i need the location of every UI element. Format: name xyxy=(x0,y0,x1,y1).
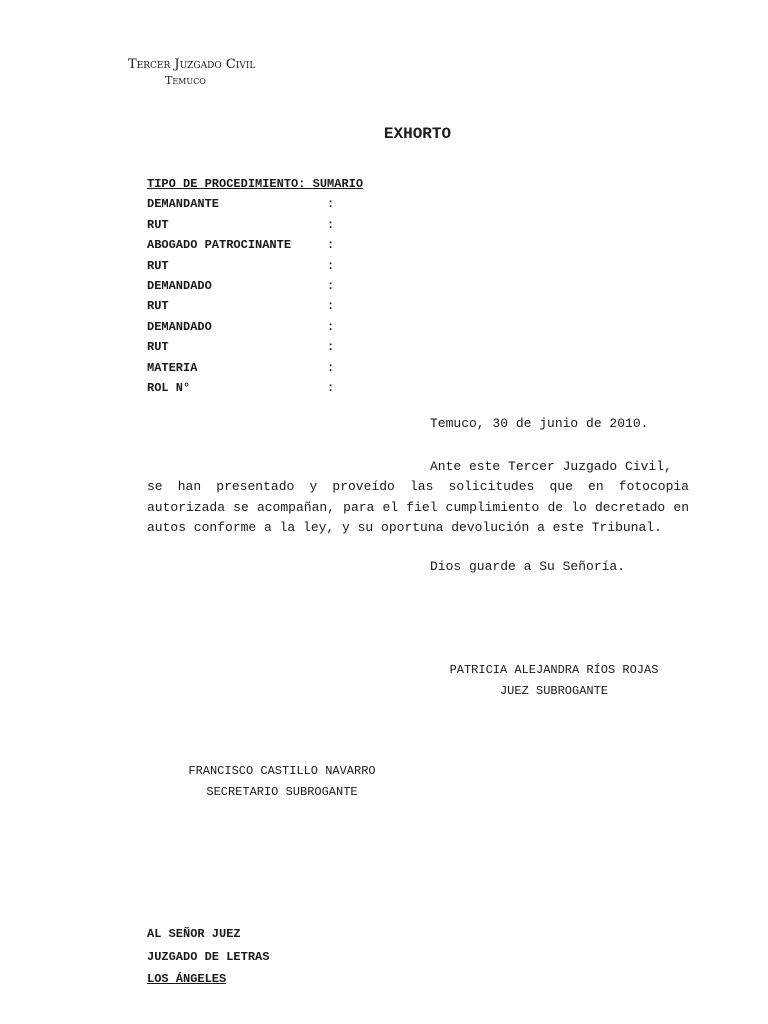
field-label: ROL N° xyxy=(147,380,191,395)
field-row-plaintiff-rut xyxy=(147,215,363,235)
field-colon: : xyxy=(327,299,335,314)
procedure-type-row xyxy=(147,174,363,194)
judge-name: PATRICIA ALEJANDRA RÍOS ROJAS xyxy=(449,663,659,677)
field-colon: : xyxy=(327,278,335,293)
field-row-case-number xyxy=(147,378,363,398)
field-label: DEMANDADO xyxy=(147,278,212,293)
case-fields xyxy=(147,174,363,398)
judge-signature xyxy=(424,660,684,702)
procedure-type-value: SUMARIO xyxy=(312,177,364,191)
field-row-defendant-2 xyxy=(147,317,363,337)
field-row-defendant-1-rut xyxy=(147,296,363,316)
body-first-line: Ante este Tercer Juzgado Civil, xyxy=(430,459,672,474)
field-label: RUT xyxy=(147,258,169,273)
field-colon: : xyxy=(327,380,335,395)
document-title: EXHORTO xyxy=(383,125,452,143)
field-label: DEMANDANTE xyxy=(147,197,220,212)
field-colon: : xyxy=(327,217,335,232)
field-row-attorney-rut xyxy=(147,256,363,276)
procedure-type-label: TIPO DE PROCEDIMIENTO: xyxy=(147,177,306,191)
field-label: MATERIA xyxy=(147,360,198,375)
field-colon: : xyxy=(327,319,335,334)
body-text: se han presentado y proveído las solicitudes que en fotocopia autorizada se acompañan, para el fiel cumplimiento de lo decretado en autos conforme a la ley, y su oportuna devolución a este Tribunal. xyxy=(147,479,689,535)
field-label: RUT xyxy=(147,340,169,355)
field-colon: : xyxy=(327,258,335,273)
addressee xyxy=(147,923,269,991)
judge-role: JUEZ SUBROGANTE xyxy=(499,684,609,698)
document-date: Temuco, 30 de junio de 2010. xyxy=(430,416,649,431)
field-row-attorney xyxy=(147,235,363,255)
field-label: ABOGADO PATROCINANTE xyxy=(147,238,292,253)
addressee-line-3: LOS ÁNGELES xyxy=(147,972,227,986)
field-colon: : xyxy=(327,340,335,355)
addressee-line-2: JUZGADO DE LETRAS xyxy=(147,949,270,964)
field-label: RUT xyxy=(147,299,169,314)
addressee-line-1: AL SEÑOR JUEZ xyxy=(147,927,241,941)
field-label: RUT xyxy=(147,217,169,232)
farewell: Dios guarde a Su Señoría. xyxy=(430,559,626,574)
field-colon: : xyxy=(327,238,335,253)
court-name: Tercer Juzgado Civil xyxy=(128,57,256,72)
field-colon: : xyxy=(327,360,335,375)
field-row-defendant-2-rut xyxy=(147,337,363,357)
court-city: Temuco xyxy=(165,74,206,87)
field-row-plaintiff xyxy=(147,194,363,214)
field-row-subject xyxy=(147,358,363,378)
secretary-signature xyxy=(162,761,402,803)
field-colon: : xyxy=(327,197,335,212)
secretary-role: SECRETARIO SUBROGANTE xyxy=(206,785,358,799)
body-paragraph xyxy=(147,457,689,538)
field-row-defendant-1 xyxy=(147,276,363,296)
field-label: DEMANDADO xyxy=(147,319,212,334)
secretary-name: FRANCISCO CASTILLO NAVARRO xyxy=(188,764,376,778)
